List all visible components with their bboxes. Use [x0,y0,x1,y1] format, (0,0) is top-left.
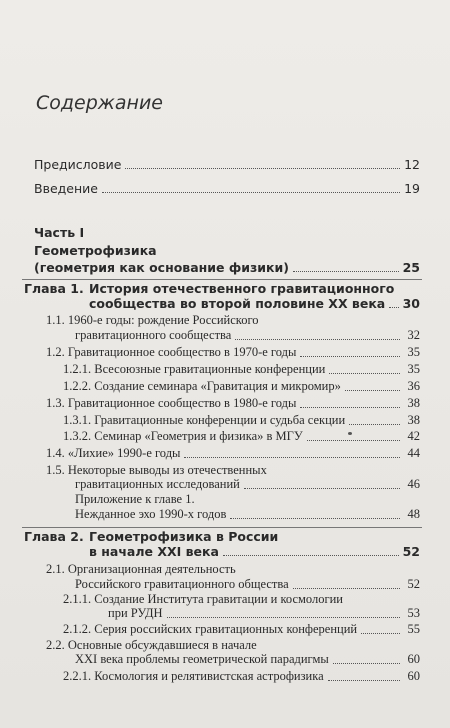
toc-page-number: 38 [407,396,420,410]
part-label: Часть I [34,225,85,240]
toc-page-number: 36 [407,379,420,393]
dot-leader [293,588,400,589]
toc-entry-1-5-line1[interactable]: 1.5. Некоторые выводы из отечественных [46,463,267,477]
dot-leader [300,356,400,357]
toc-page-number: 48 [407,507,420,521]
toc-entry-text: Российского гравитационного общества [75,577,289,591]
dot-leader [389,307,398,308]
toc-entry-text: при РУДН [108,606,163,620]
dot-leader [184,457,400,458]
toc-page-number: 52 [407,577,420,591]
toc-entry-1-1[interactable] [75,328,420,343]
ink-spot [348,432,352,435]
dot-leader [293,271,399,272]
toc-entry-text: 1.4. «Лихие» 1990-е годы [46,446,181,460]
toc-page-number: 19 [404,181,420,196]
toc-page-number: 12 [404,157,420,172]
toc-entry-text: 1.3.2. Семинар «Геометрия и физика» в МГУ [63,429,303,443]
toc-page-number: 55 [407,622,420,636]
chapter-label: Глава 2. [24,529,84,544]
toc-entry-text: 1.2. Гравитационное сообщество в 1970-е годы [46,345,297,359]
chapter-title-line1: История отечественного гравитационного [89,281,395,296]
dot-leader [345,390,400,391]
toc-page-number: 35 [407,345,420,359]
chapter-title-line1: Геометрофизика в России [89,529,279,544]
toc-page-number: 44 [407,446,420,460]
toc-entry-1-5[interactable] [75,477,420,492]
toc-entry-introduction[interactable] [34,181,420,196]
divider [22,279,422,280]
dot-leader [230,518,400,519]
dot-leader [307,440,400,441]
toc-page-number: 35 [407,362,420,376]
toc-page-number: 60 [407,669,420,683]
toc-page-number: 46 [407,477,420,491]
toc-entry-1-2[interactable] [46,345,420,360]
toc-entry-1-4[interactable] [46,446,420,461]
toc-entry-text: 1.3.1. Гравитационные конференции и судьба секции [63,413,346,427]
toc-entry-2-2-1[interactable] [63,669,420,684]
toc-entry-2-2[interactable] [75,652,420,667]
dot-leader [361,633,400,634]
chapter-2-heading[interactable] [24,529,278,544]
dot-leader [102,192,400,193]
toc-entry-2-1-1[interactable] [108,606,420,621]
toc-entry-text: Нежданное эхо 1990-х годов [75,507,227,521]
toc-entry-preface[interactable] [34,157,420,172]
dot-leader [329,373,400,374]
toc-page-number: 25 [402,260,420,275]
chapter-2-title-line2 [89,544,420,559]
toc-entry-1-1-line1[interactable]: 1.1. 1960-е годы: рождение Российского [46,313,259,327]
part-title: Геометрофизика [34,243,157,258]
chapter-1-title-line2 [89,296,420,311]
dot-leader [333,663,400,664]
chapter-1-heading[interactable] [24,281,394,296]
toc-entry-1-3-2[interactable] [63,429,420,444]
dot-leader [125,168,400,169]
chapter-title-line2: в начале XXI века [89,544,219,559]
dot-leader [223,555,399,556]
toc-entry-1-2-1[interactable] [63,362,420,377]
divider [22,527,422,528]
part-subtitle: (геометрия как основание физики) [34,260,290,275]
toc-page-number: 53 [407,606,420,620]
toc-page-number: 32 [407,328,420,342]
toc-entry-text: 1.2.1. Всесоюзные гравитационные конференции [63,362,326,376]
toc-entry-2-1-2[interactable] [63,622,420,637]
toc-entry-text: 1.2.2. Создание семинара «Гравитация и микромир» [63,379,341,393]
chapter-label: Глава 1. [24,281,84,296]
toc-page-number: 30 [402,296,420,311]
toc-entry-appendix-line1[interactable]: Приложение к главе 1. [75,492,195,506]
toc-entry-part-1[interactable] [34,260,420,275]
toc-entry-2-2-line1[interactable]: 2.2. Основные обсуждавшиеся в начале [46,638,257,652]
toc-entry-text: 2.1.2. Серия российских гравитационных конференций [63,622,358,636]
toc-page-number: 60 [407,652,420,666]
toc-entry-text: 1.3. Гравитационное сообщество в 1980-е годы [46,396,297,410]
toc-entry-2-1-1-line1[interactable]: 2.1.1. Создание Института гравитации и космологии [63,592,343,606]
toc-page-number: 42 [407,429,420,443]
toc-entry-text: гравитационного сообщества [75,328,232,342]
dot-leader [235,339,400,340]
toc-entry-text: 2.2.1. Космология и релятивистская астрофизика [63,669,324,683]
dot-leader [349,424,400,425]
contents-heading: Содержание [36,92,163,114]
chapter-title-line2: сообщества во второй половине XX века [89,296,386,311]
toc-entry-1-3-1[interactable] [63,413,420,428]
dot-leader [244,488,400,489]
toc-entry-1-3[interactable] [46,396,420,411]
toc-entry-text: XXI века проблемы геометрической парадигмы [75,652,329,666]
toc-entry-appendix[interactable] [75,507,420,522]
toc-page-number: 52 [402,544,420,559]
dot-leader [328,680,400,681]
toc-entry-text: гравитационных исследований [75,477,240,491]
toc-entry-text: Введение [34,181,98,196]
dot-leader [167,617,400,618]
toc-entry-text: Предисловие [34,157,122,172]
toc-entry-2-1-line1[interactable]: 2.1. Организационная деятельность [46,562,236,576]
toc-page-number: 38 [407,413,420,427]
toc-entry-1-2-2[interactable] [63,379,420,394]
toc-entry-2-1[interactable] [75,577,420,592]
dot-leader [300,407,400,408]
